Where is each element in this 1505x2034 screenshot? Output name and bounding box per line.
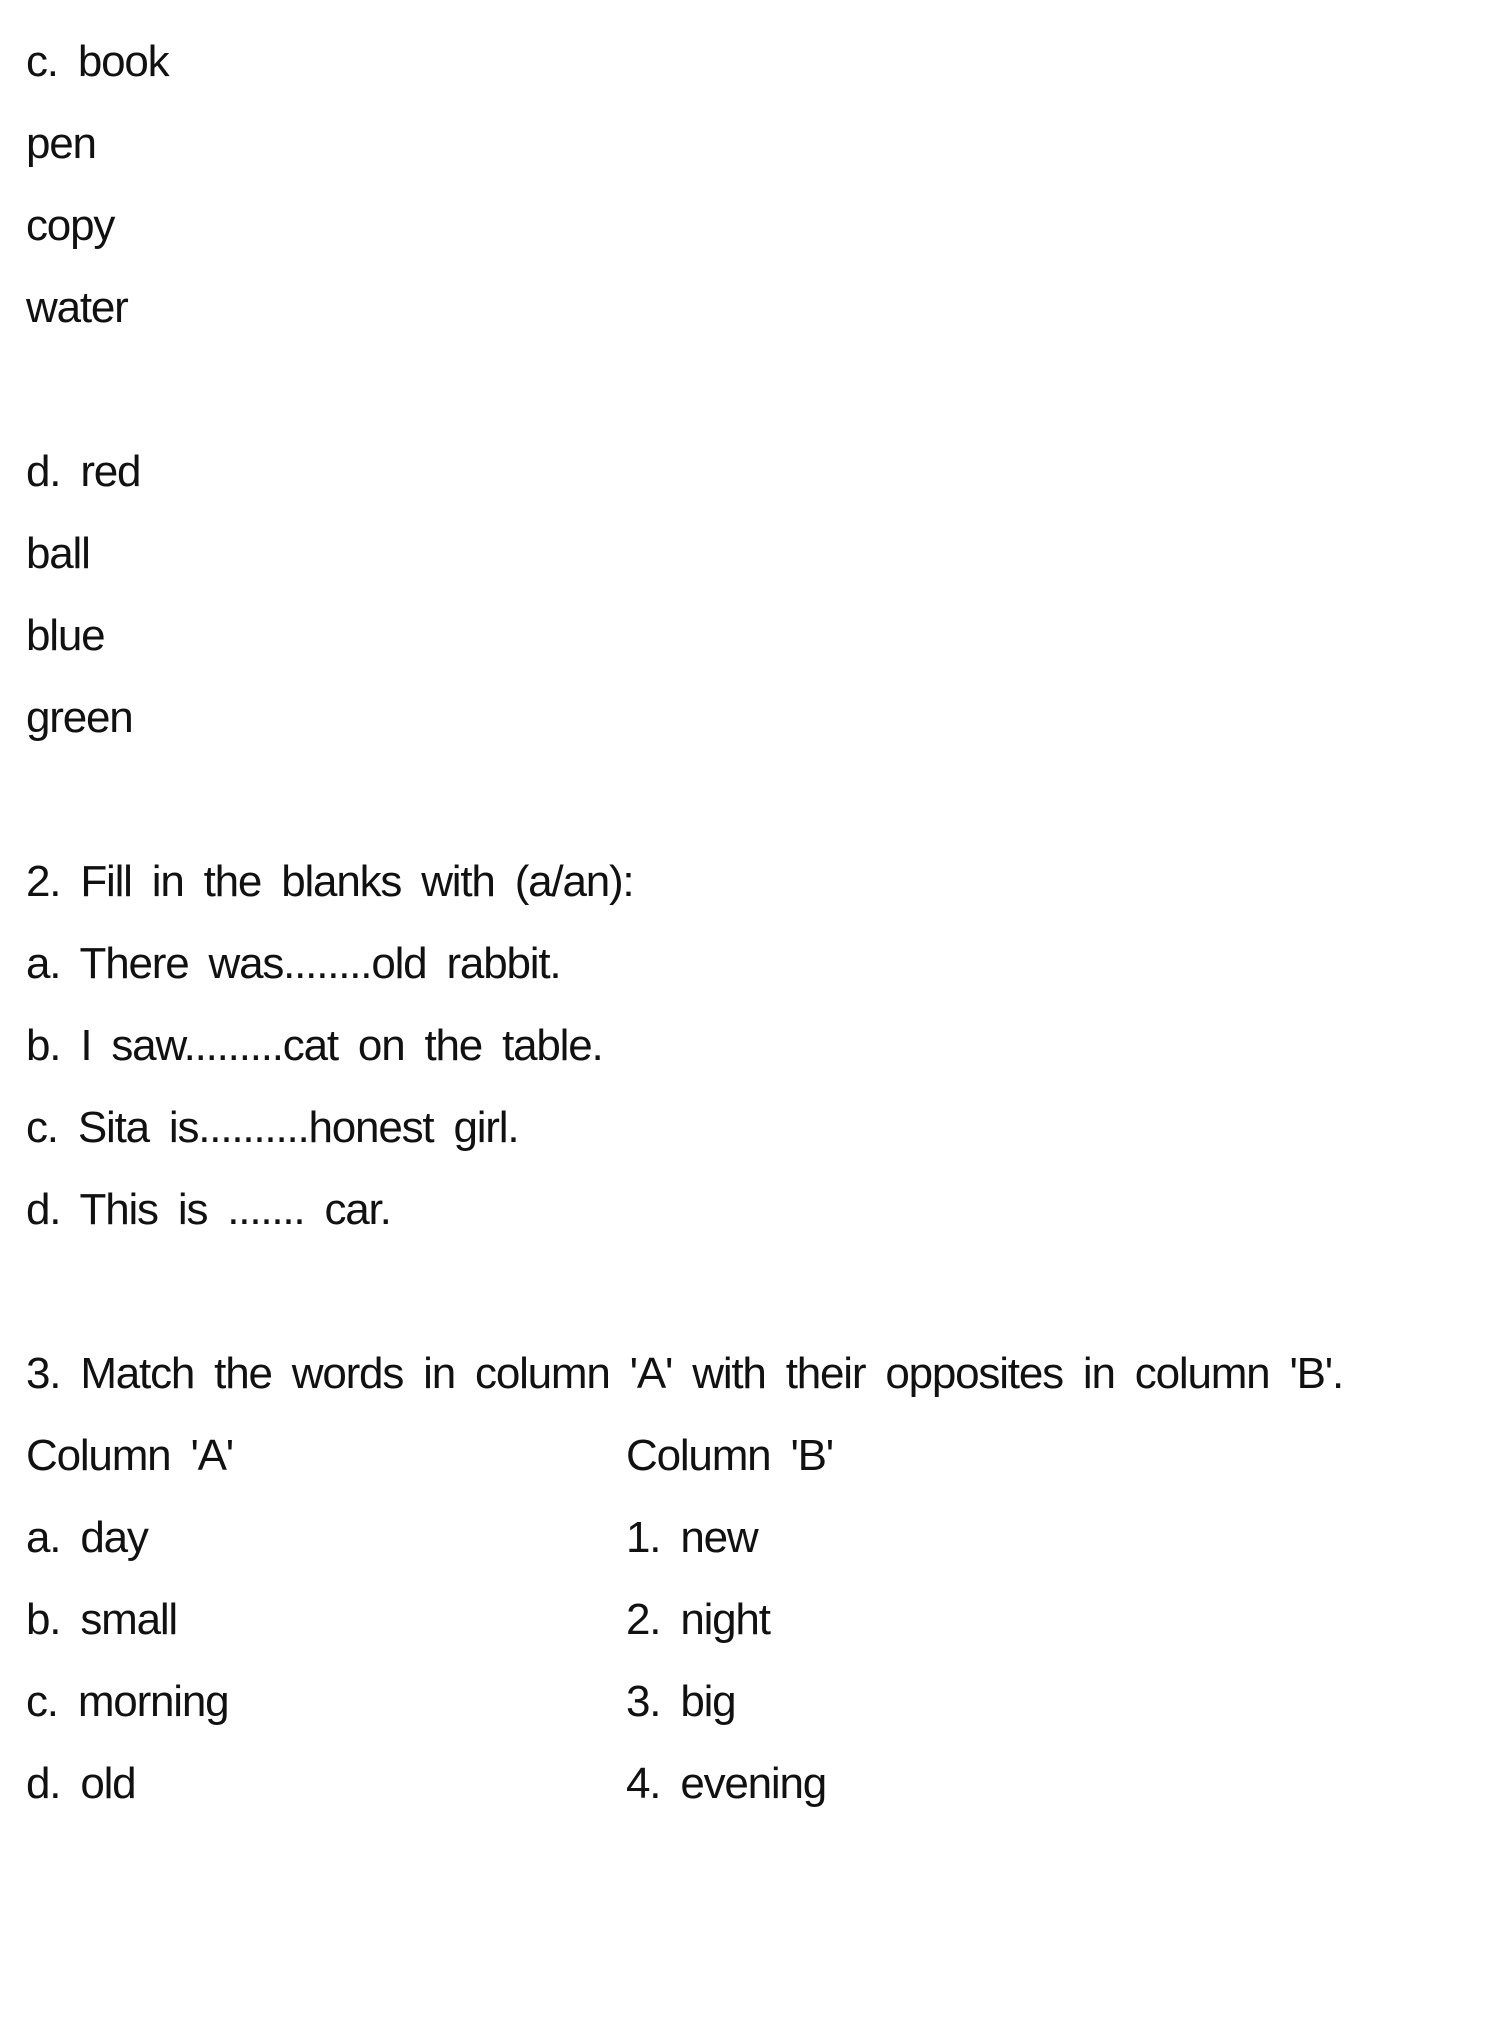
word-item: copy [26, 201, 115, 250]
column-b-header: Column 'B' [626, 1431, 833, 1480]
spacer [26, 349, 1505, 431]
question-d-label: d. red [26, 447, 141, 496]
column-a-item: a. day [26, 1513, 148, 1562]
column-headers-row [26, 1415, 1505, 1497]
spacer [26, 1251, 1505, 1333]
match-row [26, 1661, 1505, 1743]
word-item: green [26, 693, 133, 742]
section2-heading: 2. Fill in the blanks with (a/an): [26, 857, 634, 906]
column-b-item: 3. big [626, 1677, 736, 1726]
fill-blank-item: d. This is ....... car. [26, 1185, 391, 1234]
column-a-header: Column 'A' [26, 1431, 233, 1480]
word-item: blue [26, 611, 105, 660]
word-item: water [26, 283, 128, 332]
column-b-item: 1. new [626, 1513, 758, 1562]
worksheet [26, 21, 1505, 1825]
fill-blank-item: c. Sita is..........honest girl. [26, 1103, 519, 1152]
column-b-item: 2. night [626, 1595, 770, 1644]
section3-heading: 3. Match the words in column 'A' with their opposites in column 'B'. [26, 1349, 1344, 1398]
word-item: ball [26, 529, 90, 578]
match-row [26, 1497, 1505, 1579]
column-a-item: d. old [26, 1759, 136, 1808]
fill-blank-item: a. There was........old rabbit. [26, 939, 561, 988]
spacer [26, 759, 1505, 841]
column-a-item: b. small [26, 1595, 177, 1644]
match-row [26, 1743, 1505, 1825]
question-c-label: c. book [26, 37, 169, 86]
fill-blank-item: b. I saw.........cat on the table. [26, 1021, 603, 1070]
column-b-item: 4. evening [626, 1759, 827, 1808]
column-a-item: c. morning [26, 1677, 229, 1726]
word-item: pen [26, 119, 96, 168]
match-row [26, 1579, 1505, 1661]
